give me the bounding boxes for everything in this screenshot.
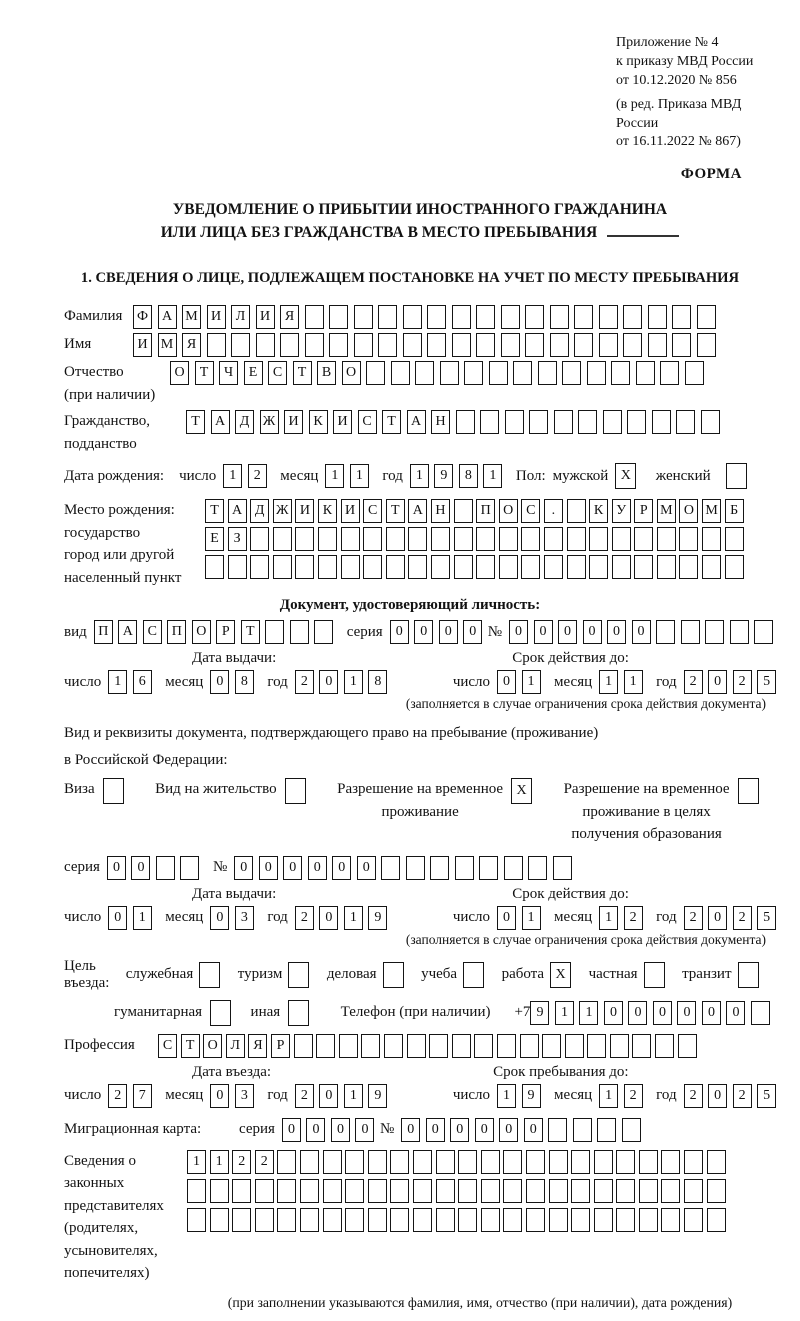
id-doc-number-input[interactable]: 0 0 0 0 0 0	[509, 620, 779, 644]
purpose-label: Цель въезда:	[64, 957, 110, 991]
residence-note: (заполняется в случае ограничения срока действия документа)	[405, 931, 766, 947]
entry-year[interactable]: 2 0 1 9	[295, 1084, 393, 1108]
residence-date-headers	[64, 886, 776, 903]
id-doc-issue-year[interactable]: 2 0 1 8	[295, 670, 393, 694]
purpose-option-label: гуманитарная	[114, 1004, 203, 1021]
month-label: месяц	[165, 909, 204, 926]
purpose-study-checkbox[interactable]	[463, 962, 490, 988]
appendix-line: Приложение № 4	[616, 35, 719, 50]
id-doc-series-input[interactable]: 0 0 0 0	[390, 620, 488, 644]
stay-month[interactable]: 1 2	[599, 1084, 648, 1108]
id-doc-issue-header: Дата выдачи:	[192, 650, 277, 667]
entry-month[interactable]: 0 3	[210, 1084, 259, 1108]
purpose-work-checkbox[interactable]: X	[550, 962, 577, 988]
day-label: число	[452, 673, 491, 690]
purpose-tourism-checkbox[interactable]	[288, 962, 315, 988]
birth-month-input[interactable]: 1 1	[325, 464, 374, 488]
profession-label: Профессия	[64, 1036, 135, 1053]
day-label: число	[452, 1087, 491, 1104]
purpose-transit-checkbox[interactable]	[738, 962, 765, 988]
year-label: год	[656, 673, 677, 690]
purpose-option-label: работа	[501, 966, 545, 983]
birthplace-input-line1[interactable]: Т А Д Ж И К И С Т А Н П О С . К У Р М О М Б	[205, 499, 747, 523]
legal-reps-input-line2[interactable]	[187, 1179, 729, 1203]
citizenship-label: Гражданство, подданство	[64, 413, 151, 452]
year-label: год	[267, 909, 288, 926]
purpose-option-label: частная	[588, 966, 638, 983]
birth-day-input[interactable]: 1 2	[223, 464, 272, 488]
patronymic-input[interactable]: О Т Ч Е С Т В О	[170, 361, 709, 385]
citizenship-input[interactable]: Т А Д Ж И К И С Т А Н	[186, 410, 725, 434]
phone-label: Телефон (при наличии)	[340, 1004, 491, 1021]
legal-reps-row	[64, 1150, 776, 1285]
phone-input[interactable]: 9 1 1 0 0 0 0 0 0	[530, 1001, 775, 1025]
form-label: ФОРМА	[680, 166, 742, 183]
profession-input[interactable]: С Т О Л Я Р	[158, 1034, 700, 1058]
legal-reps-label: Сведения о законных представителях (родителях, усыновителях, попечителях)	[64, 1152, 164, 1282]
requisites-block	[616, 34, 776, 152]
edition-line: от 16.11.2022 № 867)	[616, 134, 741, 150]
purpose-row2	[114, 1000, 776, 1026]
residence-series-input[interactable]: 0 0	[107, 856, 205, 880]
section1-title: 1. СВЕДЕНИЯ О ЛИЦЕ, ПОДЛЕЖАЩЕМ ПОСТАНОВКЕ НА УЧЕТ ПО МЕСТУ ПРЕБЫВАНИЯ	[80, 270, 740, 287]
year-label: год	[267, 1087, 288, 1104]
month-label: месяц	[554, 909, 593, 926]
residence-series-label: серия	[64, 859, 100, 876]
residence-number-input[interactable]: 0 0 0 0 0 0	[234, 856, 577, 880]
birthplace-row	[64, 499, 776, 589]
year-label: год	[656, 1087, 677, 1104]
visa-option	[64, 778, 129, 804]
phone-prefix: +7	[514, 1004, 531, 1021]
id-doc-kind-label: вид	[64, 623, 87, 640]
migration-card-row	[64, 1118, 776, 1142]
purpose-option-label: деловая	[326, 966, 377, 983]
birthplace-input-line2[interactable]: Е З	[205, 527, 747, 551]
id-doc-series-label: серия	[346, 623, 383, 640]
entry-date-headers	[64, 1064, 776, 1081]
residence-valid-month[interactable]: 1 2	[599, 906, 648, 930]
appendix-line: к приказу МВД России	[616, 53, 754, 69]
legal-reps-input-line1[interactable]: 1 1 2 2	[187, 1150, 729, 1174]
month-label: месяц	[554, 673, 593, 690]
year-label: год	[267, 673, 288, 690]
month-label: месяц	[165, 673, 204, 690]
form-title-line1: УВЕДОМЛЕНИЕ О ПРИБЫТИИ ИНОСТРАННОГО ГРАЖДАНИНА	[172, 201, 668, 219]
purpose-option-label: туризм	[237, 966, 283, 983]
entry-date-header: Дата въезда:	[192, 1063, 272, 1080]
firstname-input[interactable]: И М Я	[133, 333, 721, 357]
birthdate-sex-row	[64, 463, 776, 489]
surname-row	[64, 305, 776, 329]
birthdate-label: Дата рождения:	[64, 467, 165, 484]
residence-doc-intro: Вид и реквизиты документа, подтверждающего право на пребывание (проживание) в Российской Федерации:	[64, 725, 599, 769]
month-label: месяц	[554, 1087, 593, 1104]
migration-series-input[interactable]: 0 0 0 0	[282, 1118, 380, 1142]
entry-day[interactable]: 2 7	[108, 1084, 157, 1108]
month-label: месяц	[280, 467, 319, 484]
patronymic-label-note: (при наличии)	[64, 386, 156, 403]
id-doc-row	[64, 620, 776, 644]
purpose-option-label: транзит	[682, 966, 732, 983]
id-doc-header: Документ, удостоверяющий личность:	[279, 597, 541, 614]
id-doc-valid-day[interactable]: 0 1	[497, 670, 546, 694]
day-label: число	[452, 909, 491, 926]
purpose-option-label: служебная	[125, 966, 194, 983]
day-label: число	[64, 673, 102, 690]
migration-number-input[interactable]: 0 0 0 0 0 0	[401, 1118, 646, 1142]
form-title	[64, 199, 776, 244]
day-label: число	[64, 909, 102, 926]
edu-residence-option	[564, 778, 764, 846]
legal-reps-note: (при заполнении указываются фамилия, имя, отчество (при наличии), дата рождения)	[227, 1294, 733, 1310]
temp-residence-option	[337, 778, 537, 823]
id-doc-number-label: №	[487, 623, 502, 640]
temp-residence-label: Разрешение на временное проживание	[337, 781, 504, 820]
residence-issue-header: Дата выдачи:	[192, 885, 277, 902]
purpose-commercial-checkbox[interactable]	[383, 962, 410, 988]
birthplace-label: Место рождения: государство город или другой населенный пункт	[64, 502, 182, 586]
id-doc-issue-day[interactable]: 1 6	[108, 670, 157, 694]
year-label: год	[656, 909, 677, 926]
entry-dates-row	[64, 1084, 776, 1108]
stay-year[interactable]: 2 0 2 5	[684, 1084, 782, 1108]
stay-until-header: Срок пребывания до:	[493, 1063, 629, 1080]
residence-valid-year[interactable]: 2 0 2 5	[684, 906, 782, 930]
patronymic-row	[64, 361, 776, 406]
surname-label: Фамилия	[64, 308, 123, 325]
blank-underline	[607, 235, 679, 237]
legal-reps-input-line3[interactable]	[187, 1208, 729, 1232]
id-doc-kind-input[interactable]: П А С П О Р Т	[94, 620, 339, 644]
surname-input[interactable]: Ф А М И Л И Я	[133, 305, 721, 329]
sex-male-label: мужской	[552, 467, 609, 484]
id-doc-note: (заполняется в случае ограничения срока действия документа)	[405, 696, 766, 712]
firstname-label: Имя	[64, 336, 92, 353]
residence-issue-year[interactable]: 2 0 1 9	[295, 906, 393, 930]
edition-line: (в ред. Приказа МВД России	[616, 96, 742, 131]
residence-doc-options	[64, 778, 776, 846]
purpose-humanitarian-checkbox[interactable]	[210, 1000, 237, 1026]
appendix-line: от 10.12.2020 № 856	[616, 72, 737, 88]
id-doc-valid-month[interactable]: 1 1	[599, 670, 648, 694]
visa-checkbox[interactable]	[103, 778, 130, 804]
sex-female-label: женский	[655, 467, 711, 484]
purpose-other-checkbox[interactable]	[288, 1000, 315, 1026]
residence-issue-day[interactable]: 0 1	[108, 906, 157, 930]
temp-residence-checkbox[interactable]: X	[511, 778, 538, 804]
purpose-private-checkbox[interactable]	[644, 962, 671, 988]
edu-residence-label: Разрешение на временное проживание в целях получения образования	[563, 781, 730, 843]
residence-number-label: №	[212, 859, 228, 876]
id-doc-date-headers	[64, 650, 776, 667]
migration-card-label: Миграционная карта:	[64, 1121, 202, 1138]
birthplace-input-line3[interactable]	[205, 555, 747, 579]
form-title-line2: ИЛИ ЛИЦА БЕЗ ГРАЖДАНСТВА В МЕСТО ПРЕБЫВАНИЯ	[64, 222, 776, 244]
id-doc-issue-month[interactable]: 0 8	[210, 670, 259, 694]
month-label: месяц	[165, 1087, 204, 1104]
residence-valid-day[interactable]: 0 1	[497, 906, 546, 930]
id-doc-valid-year[interactable]: 2 0 2 5	[684, 670, 782, 694]
id-doc-dates-row	[64, 670, 776, 694]
citizenship-row	[64, 410, 776, 455]
residence-serial-row	[64, 856, 776, 880]
sex-male-checkbox[interactable]: X	[615, 463, 642, 489]
migration-number-label: №	[379, 1121, 395, 1138]
firstname-row	[64, 333, 776, 357]
citizenship-label2: подданство	[64, 435, 137, 452]
edu-residence-checkbox[interactable]	[738, 778, 765, 804]
visa-label: Виза	[64, 781, 95, 798]
residence-permit-label: Вид на жительство	[155, 781, 277, 798]
day-label: число	[179, 467, 217, 484]
purpose-option-label: учеба	[421, 966, 458, 983]
residence-valid-header: Срок действия до:	[512, 885, 629, 902]
residence-issue-month[interactable]: 0 3	[210, 906, 259, 930]
residence-permit-option	[155, 778, 311, 804]
purpose-option-label: иная	[250, 1004, 281, 1021]
birth-year-input[interactable]: 1 9 8 1	[410, 464, 508, 488]
year-label: год	[382, 467, 403, 484]
migration-series-label: серия	[239, 1121, 275, 1138]
stay-day[interactable]: 1 9	[497, 1084, 546, 1108]
patronymic-label: Отчество (при наличии)	[64, 364, 156, 403]
profession-row	[64, 1034, 776, 1058]
day-label: число	[64, 1087, 102, 1104]
id-doc-valid-header: Срок действия до:	[512, 650, 629, 667]
residence-dates-row	[64, 906, 776, 930]
sex-label: Пол:	[515, 467, 546, 484]
purpose-business-checkbox[interactable]	[199, 962, 226, 988]
sex-female-checkbox[interactable]	[726, 463, 753, 489]
residence-permit-checkbox[interactable]	[285, 778, 312, 804]
purpose-row	[64, 958, 776, 992]
